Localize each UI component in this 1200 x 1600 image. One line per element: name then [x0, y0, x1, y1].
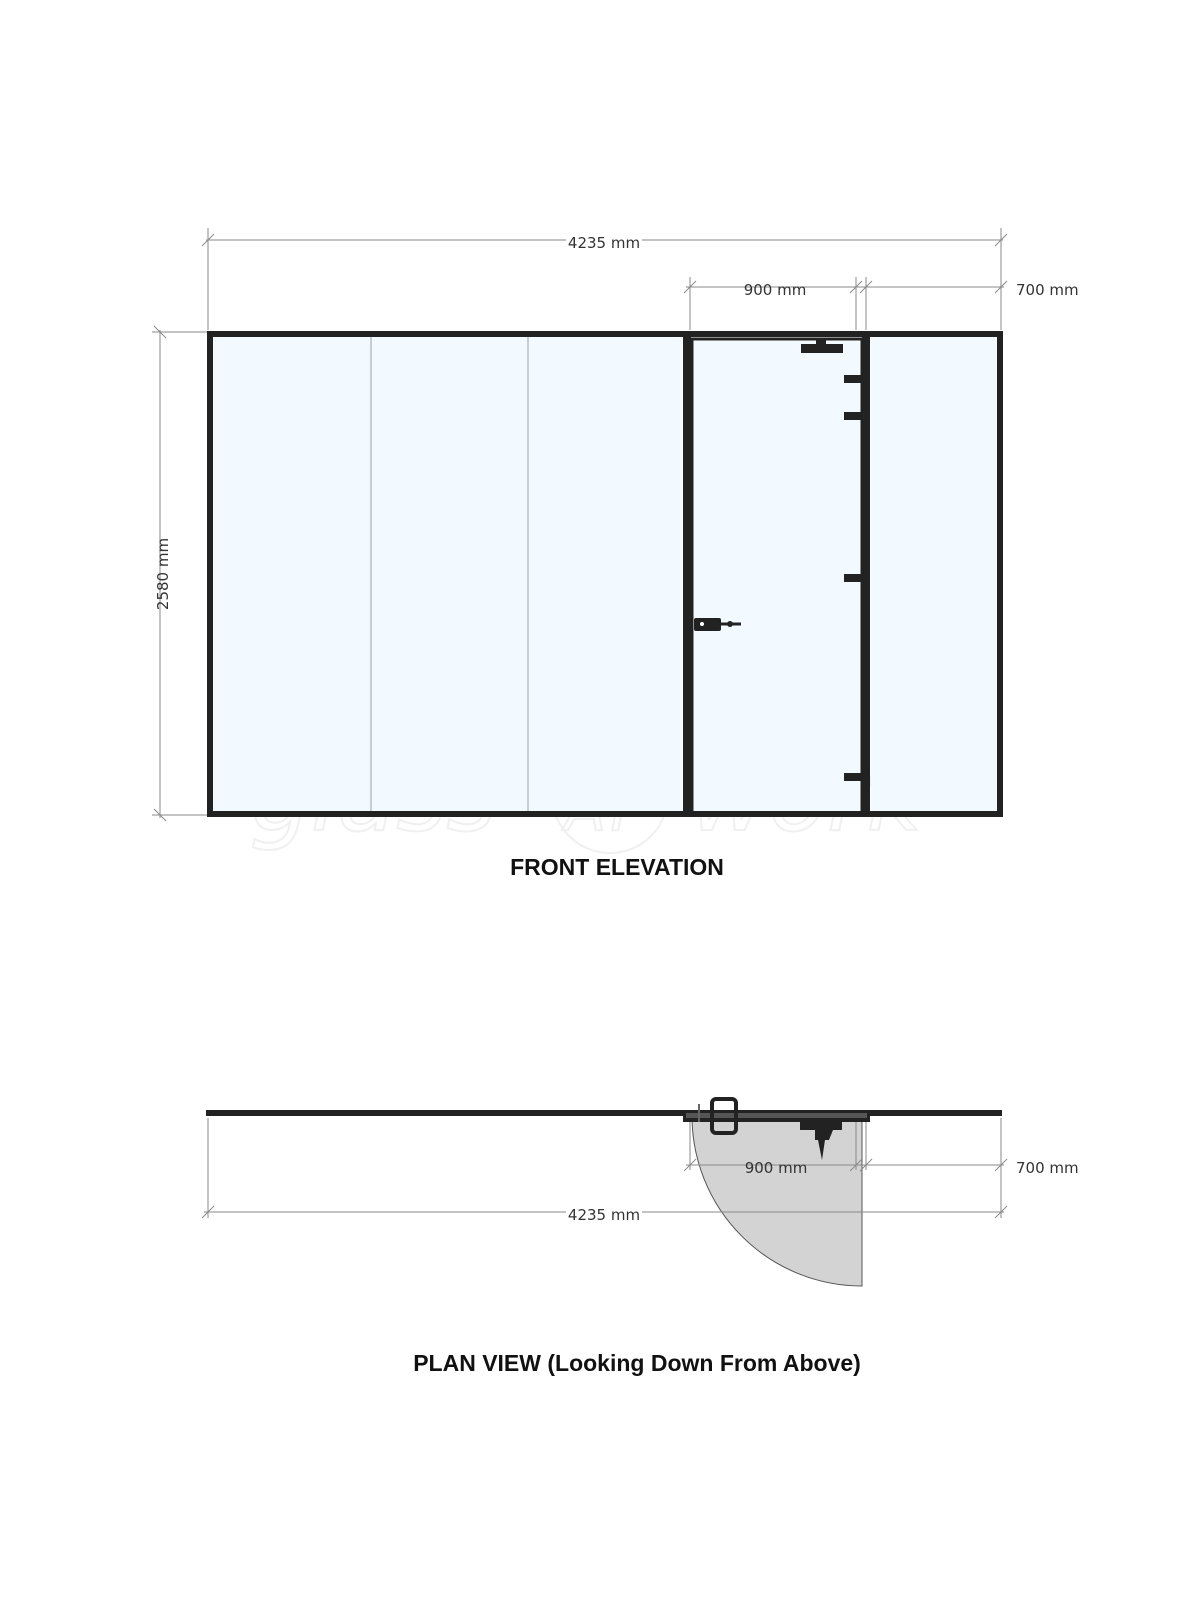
hinge — [844, 574, 862, 582]
hinge — [844, 412, 862, 420]
door-swing-arc — [692, 1116, 862, 1286]
elevation-door-width-dimension — [684, 277, 862, 330]
plan-side-panel-width-label: 700 mm — [1016, 1159, 1079, 1177]
elevation-side-panel-width-label: 700 mm — [1016, 281, 1079, 299]
front-elevation-title: FRONT ELEVATION — [510, 854, 724, 880]
side-glass-panel — [871, 337, 997, 811]
plan-side-panel-width-dimension — [860, 1118, 1079, 1177]
front-elevation — [152, 228, 1079, 880]
fixed-glass-panel — [212, 337, 682, 811]
elevation-height-dimension — [152, 326, 210, 821]
plan-overall-width-label: 4235 mm — [567, 1206, 641, 1224]
elevation-overall-width-dimension — [202, 228, 1007, 330]
door-glass-panel — [694, 341, 862, 811]
elevation-side-panel-width-dimension — [860, 277, 1079, 330]
hinge — [844, 773, 862, 781]
mullion-left — [683, 334, 691, 814]
hinge — [844, 375, 862, 383]
elevation-door-width-label: 900 mm — [743, 281, 807, 299]
plan-view — [202, 1099, 1079, 1376]
plan-overall-width-dimension — [202, 1118, 1007, 1224]
plan-view-title: PLAN VIEW (Looking Down From Above) — [413, 1350, 861, 1376]
elevation-height-label: 2580 mm — [154, 537, 172, 611]
plan-wall-line — [206, 1110, 1002, 1116]
elevation-overall-width-label: 4235 mm — [567, 234, 641, 252]
plan-door-width-label: 900 mm — [744, 1159, 808, 1177]
